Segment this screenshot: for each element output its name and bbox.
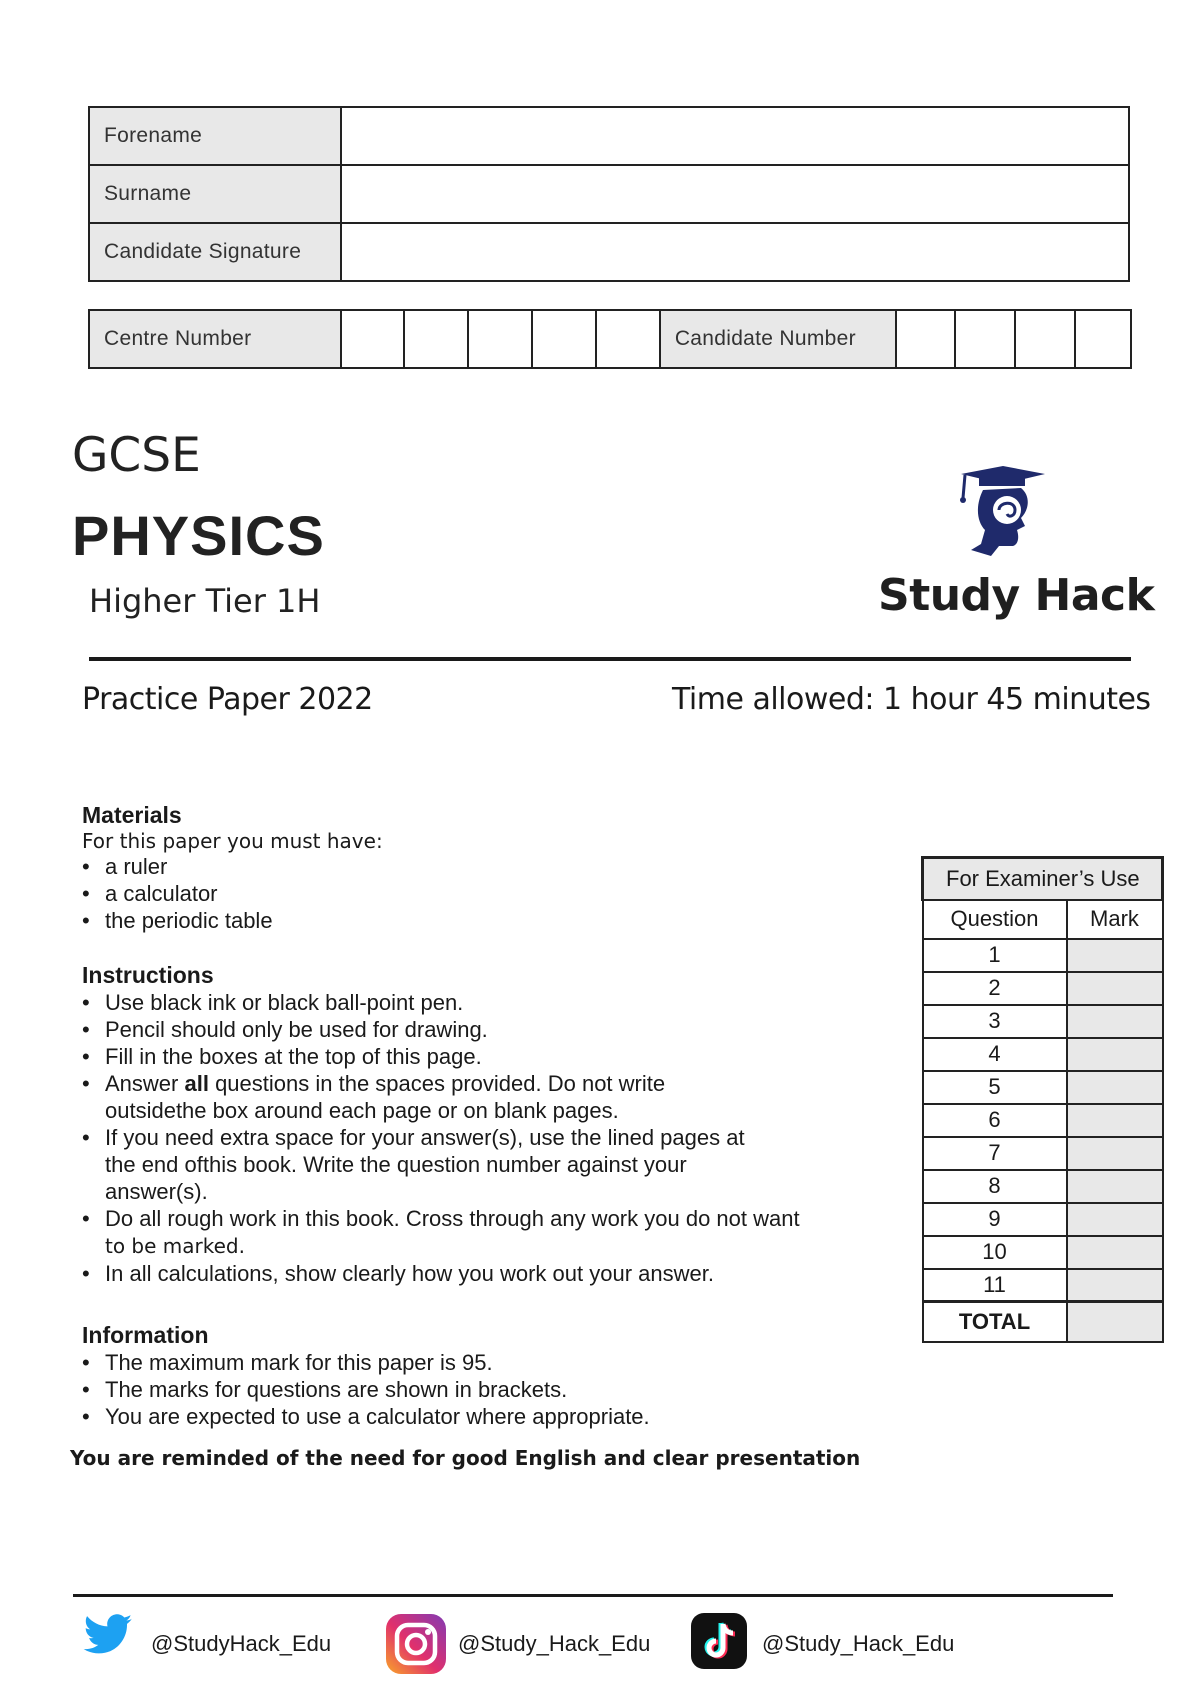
graduate-head-icon xyxy=(955,466,1047,562)
question-number: 6 xyxy=(923,1104,1067,1137)
candidate-number-box[interactable] xyxy=(1015,310,1075,368)
signature-field[interactable] xyxy=(341,223,1129,281)
instructions-list xyxy=(82,989,902,1287)
centre-number-box[interactable] xyxy=(596,310,660,368)
forename-label: Forename xyxy=(89,107,341,165)
information-section xyxy=(82,1322,902,1430)
materials-section xyxy=(82,802,902,934)
centre-number-box[interactable] xyxy=(341,310,405,368)
question-number: 4 xyxy=(923,1038,1067,1071)
centre-number-box[interactable] xyxy=(468,310,532,368)
list-item: • Pencil should only be used for drawing. xyxy=(82,1016,902,1043)
candidate-number-box[interactable] xyxy=(1075,310,1131,368)
list-item: • the periodic table xyxy=(82,907,902,934)
centre-number-box[interactable] xyxy=(404,310,468,368)
mark-cell[interactable] xyxy=(1067,1269,1163,1302)
candidate-details-table xyxy=(88,106,1130,282)
list-item: • The maximum mark for this paper is 95. xyxy=(82,1349,902,1376)
qualification-level: GCSE xyxy=(72,428,201,483)
question-number: 2 xyxy=(923,972,1067,1005)
question-number: 11 xyxy=(923,1269,1067,1302)
question-number: 9 xyxy=(923,1203,1067,1236)
mark-cell[interactable] xyxy=(1067,1137,1163,1170)
question-number: 7 xyxy=(923,1137,1067,1170)
list-item: • Do all rough work in this book. Cross through any work you do not want xyxy=(82,1205,902,1232)
candidate-number-box[interactable] xyxy=(955,310,1015,368)
centre-number-box[interactable] xyxy=(532,310,596,368)
tiktok-icon[interactable] xyxy=(690,1612,748,1670)
list-item: • a ruler xyxy=(82,853,902,880)
time-allowed: Time allowed: 1 hour 45 minutes xyxy=(672,682,1151,717)
list-item-continued: answer(s). xyxy=(105,1179,208,1204)
instagram-handle[interactable]: @Study_Hack_Edu xyxy=(458,1631,651,1656)
list-item: • Use black ink or black ball-point pen. xyxy=(82,989,902,1016)
paper-name: Practice Paper 2022 xyxy=(82,682,373,717)
mark-cell[interactable] xyxy=(1067,1203,1163,1236)
examiner-table xyxy=(921,856,1164,1343)
signature-label: Candidate Signature xyxy=(89,223,341,281)
mark-cell[interactable] xyxy=(1067,1236,1163,1269)
mark-cell[interactable] xyxy=(1067,1005,1163,1038)
mark-cell[interactable] xyxy=(1067,1104,1163,1137)
surname-label: Surname xyxy=(89,165,341,223)
instagram-icon[interactable] xyxy=(384,1612,448,1676)
mark-cell[interactable] xyxy=(1067,1038,1163,1071)
question-number: 1 xyxy=(923,939,1067,972)
presentation-reminder: You are reminded of the need for good English and clear presentation xyxy=(70,1446,861,1470)
candidate-number-box[interactable] xyxy=(896,310,956,368)
question-number: 5 xyxy=(923,1071,1067,1104)
twitter-handle[interactable]: @StudyHack_Edu xyxy=(151,1631,332,1656)
information-list xyxy=(82,1349,902,1430)
surname-field[interactable] xyxy=(341,165,1129,223)
footer-divider xyxy=(73,1594,1113,1597)
list-item: • The marks for questions are shown in brackets. xyxy=(82,1376,902,1403)
question-number: 8 xyxy=(923,1170,1067,1203)
question-number: 10 xyxy=(923,1236,1067,1269)
brand-name: Study Hack xyxy=(878,570,1155,621)
mark-cell[interactable] xyxy=(1067,939,1163,972)
candidate-number-label: Candidate Number xyxy=(660,310,896,368)
materials-heading: Materials xyxy=(82,802,182,828)
answer-text-end: questions in the spaces provided. Do not write xyxy=(208,1071,666,1096)
list-item-continued: outsidethe box around each page or on blank pages. xyxy=(105,1098,619,1123)
list-item-continued: to be marked. xyxy=(105,1234,245,1258)
examiner-title: For Examiner’s Use xyxy=(923,858,1163,900)
question-header: Question xyxy=(923,900,1067,939)
title-divider xyxy=(89,657,1131,661)
centre-number-label: Centre Number xyxy=(89,310,341,368)
tiktok-handle[interactable]: @Study_Hack_Edu xyxy=(762,1631,955,1656)
mark-cell[interactable] xyxy=(1067,972,1163,1005)
instructions-heading: Instructions xyxy=(82,962,214,988)
mark-cell[interactable] xyxy=(1067,1170,1163,1203)
list-item: • a calculator xyxy=(82,880,902,907)
question-number: 3 xyxy=(923,1005,1067,1038)
list-item: • In all calculations, show clearly how you work out your answer. xyxy=(82,1260,902,1287)
twitter-icon[interactable] xyxy=(83,1614,133,1658)
answer-text-start: Answer xyxy=(105,1071,185,1096)
mark-cell[interactable] xyxy=(1067,1071,1163,1104)
subject-title: PHYSICS xyxy=(72,504,325,567)
list-item: • If you need extra space for your answer(s), use the lined pages at xyxy=(82,1124,902,1151)
list-item-continued: the end ofthis book. Write the question number against your xyxy=(105,1152,687,1177)
list-item xyxy=(82,1070,902,1097)
tier-label: Higher Tier 1H xyxy=(89,582,321,620)
information-heading: Information xyxy=(82,1322,209,1348)
list-item: • You are expected to use a calculator where appropriate. xyxy=(82,1403,902,1430)
forename-field[interactable] xyxy=(341,107,1129,165)
total-label: TOTAL xyxy=(923,1302,1067,1342)
materials-list xyxy=(82,853,902,934)
list-item: • Fill in the boxes at the top of this page. xyxy=(82,1043,902,1070)
answer-text-emphasis: all xyxy=(184,1071,209,1096)
materials-intro: For this paper you must have: xyxy=(82,829,383,853)
instructions-section xyxy=(82,962,902,1287)
number-table xyxy=(88,309,1132,369)
mark-header: Mark xyxy=(1067,900,1163,939)
total-mark-cell[interactable] xyxy=(1067,1302,1163,1342)
